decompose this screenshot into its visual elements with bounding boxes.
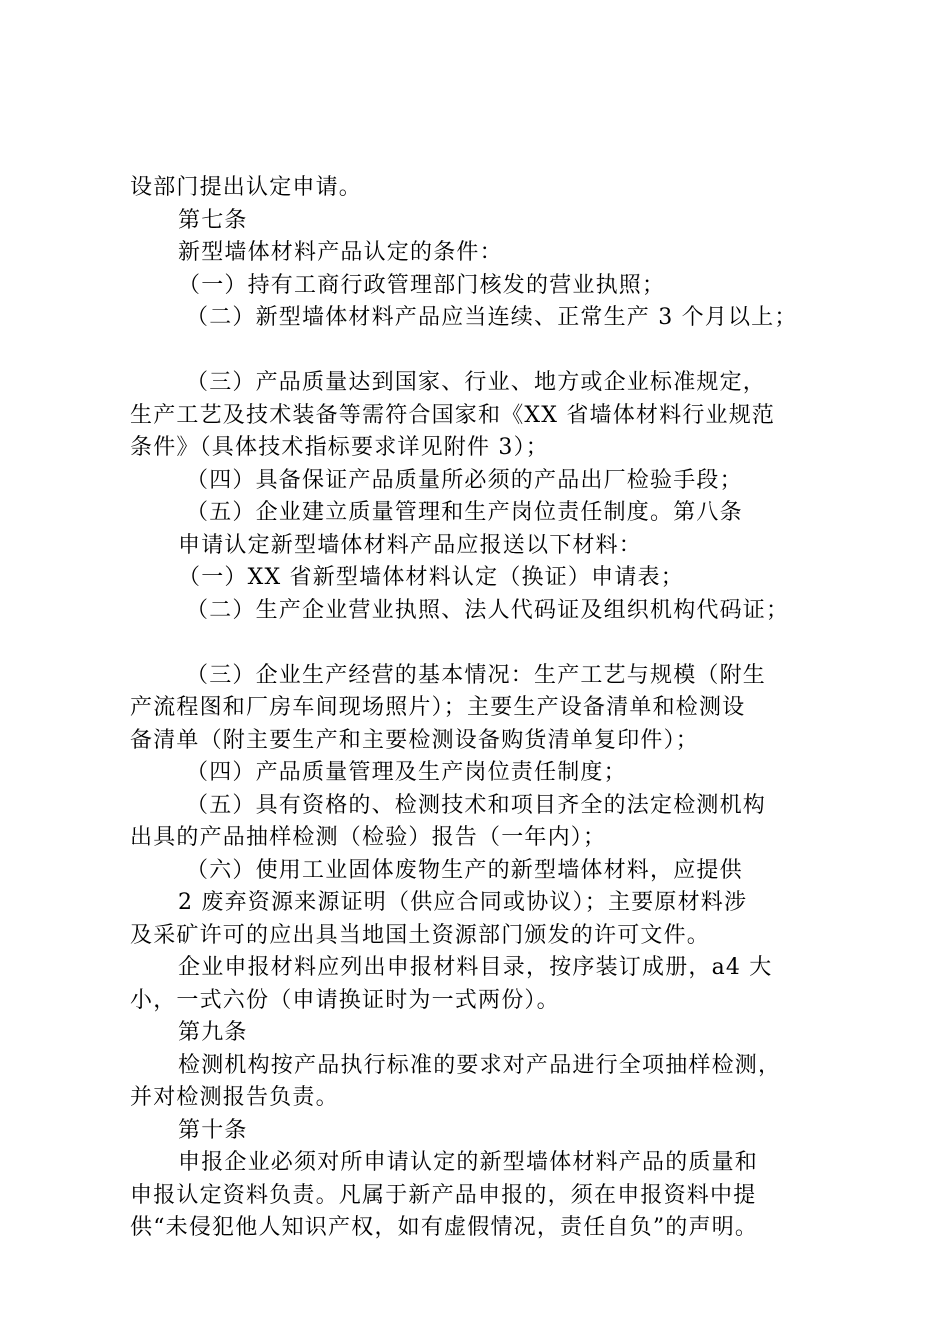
- list-item: （二）新型墙体材料产品应当连续、正常生产 3 个月以上；: [186, 305, 798, 330]
- text-line: 出具的产品抽样检测（检验）报告（一年内）；: [130, 825, 607, 850]
- text-line: 检测机构按产品执行标准的要求对产品进行全项抽样检测，: [178, 1052, 782, 1078]
- text-line: 及采矿许可的应出具当地国土资源部门颁发的许可文件。: [130, 922, 711, 948]
- text-line: 并对检测报告负责。: [130, 1085, 339, 1110]
- text-line: 产流程图和厂房车间现场照片）；主要生产设备清单和检测设: [130, 695, 746, 720]
- article-heading: 第九条: [178, 1020, 248, 1045]
- text-line: 申报企业必须对所申请认定的新型墙体材料产品的质量和: [178, 1150, 759, 1175]
- list-item: （一）XX 省新型墙体材料认定（换证）申请表；: [178, 565, 684, 590]
- text-line: 新型墙体材料产品认定的条件：: [178, 240, 503, 265]
- text-line: 2 废弃资源来源证明（供应合同或协议）；主要原材料涉: [178, 890, 748, 915]
- list-item: （六）使用工业固体废物生产的新型墙体材料，应提供: [186, 857, 743, 883]
- list-item: （五）企业建立质量管理和生产岗位责任制度。第八条: [186, 500, 743, 525]
- list-item: （四）产品质量管理及生产岗位责任制度；: [186, 760, 627, 785]
- list-item: （二）生产企业营业执照、法人代码证及组织机构代码证；: [186, 597, 790, 623]
- list-item: （三）产品质量达到国家、行业、地方或企业标准规定，: [186, 370, 767, 395]
- text-line: 条件》（具体技术指标要求详见附件 3）；: [130, 435, 549, 460]
- text-line: 设部门提出认定申请。: [130, 175, 363, 200]
- list-item: （一）持有工商行政管理部门核发的营业执照；: [178, 272, 666, 298]
- text-line: 供“未侵犯他人知识产权，如有虚假情况，责任自负”的声明。: [130, 1215, 759, 1240]
- list-item: （五）具有资格的、检测技术和项目齐全的法定检测机构: [186, 792, 767, 818]
- list-item: （三）企业生产经营的基本情况：生产工艺与规模（附生: [186, 662, 767, 688]
- article-heading: 第十条: [178, 1117, 248, 1143]
- text-line: 申请认定新型墙体材料产品应报送以下材料：: [178, 532, 643, 558]
- text-line: 备清单（附主要生产和主要检测设备购货清单复印件）；: [130, 727, 700, 753]
- blank-line: [130, 335, 840, 368]
- list-item: （四）具备保证产品质量所必须的产品出厂检验手段；: [186, 467, 743, 493]
- article-heading: 第七条: [178, 207, 248, 233]
- text-line: 企业申报材料应列出申报材料目录，按序装订成册，a4 大: [178, 955, 773, 980]
- text-line: 生产工艺及技术装备等需符合国家和《XX 省墙体材料行业规范: [130, 402, 776, 428]
- blank-line: [130, 627, 840, 660]
- document-body: [130, 172, 840, 1245]
- text-line: 申报认定资料负责。凡属于新产品申报的，须在申报资料中提: [130, 1182, 757, 1208]
- text-line: 小，一式六份（申请换证时为一式两份）。: [130, 987, 560, 1013]
